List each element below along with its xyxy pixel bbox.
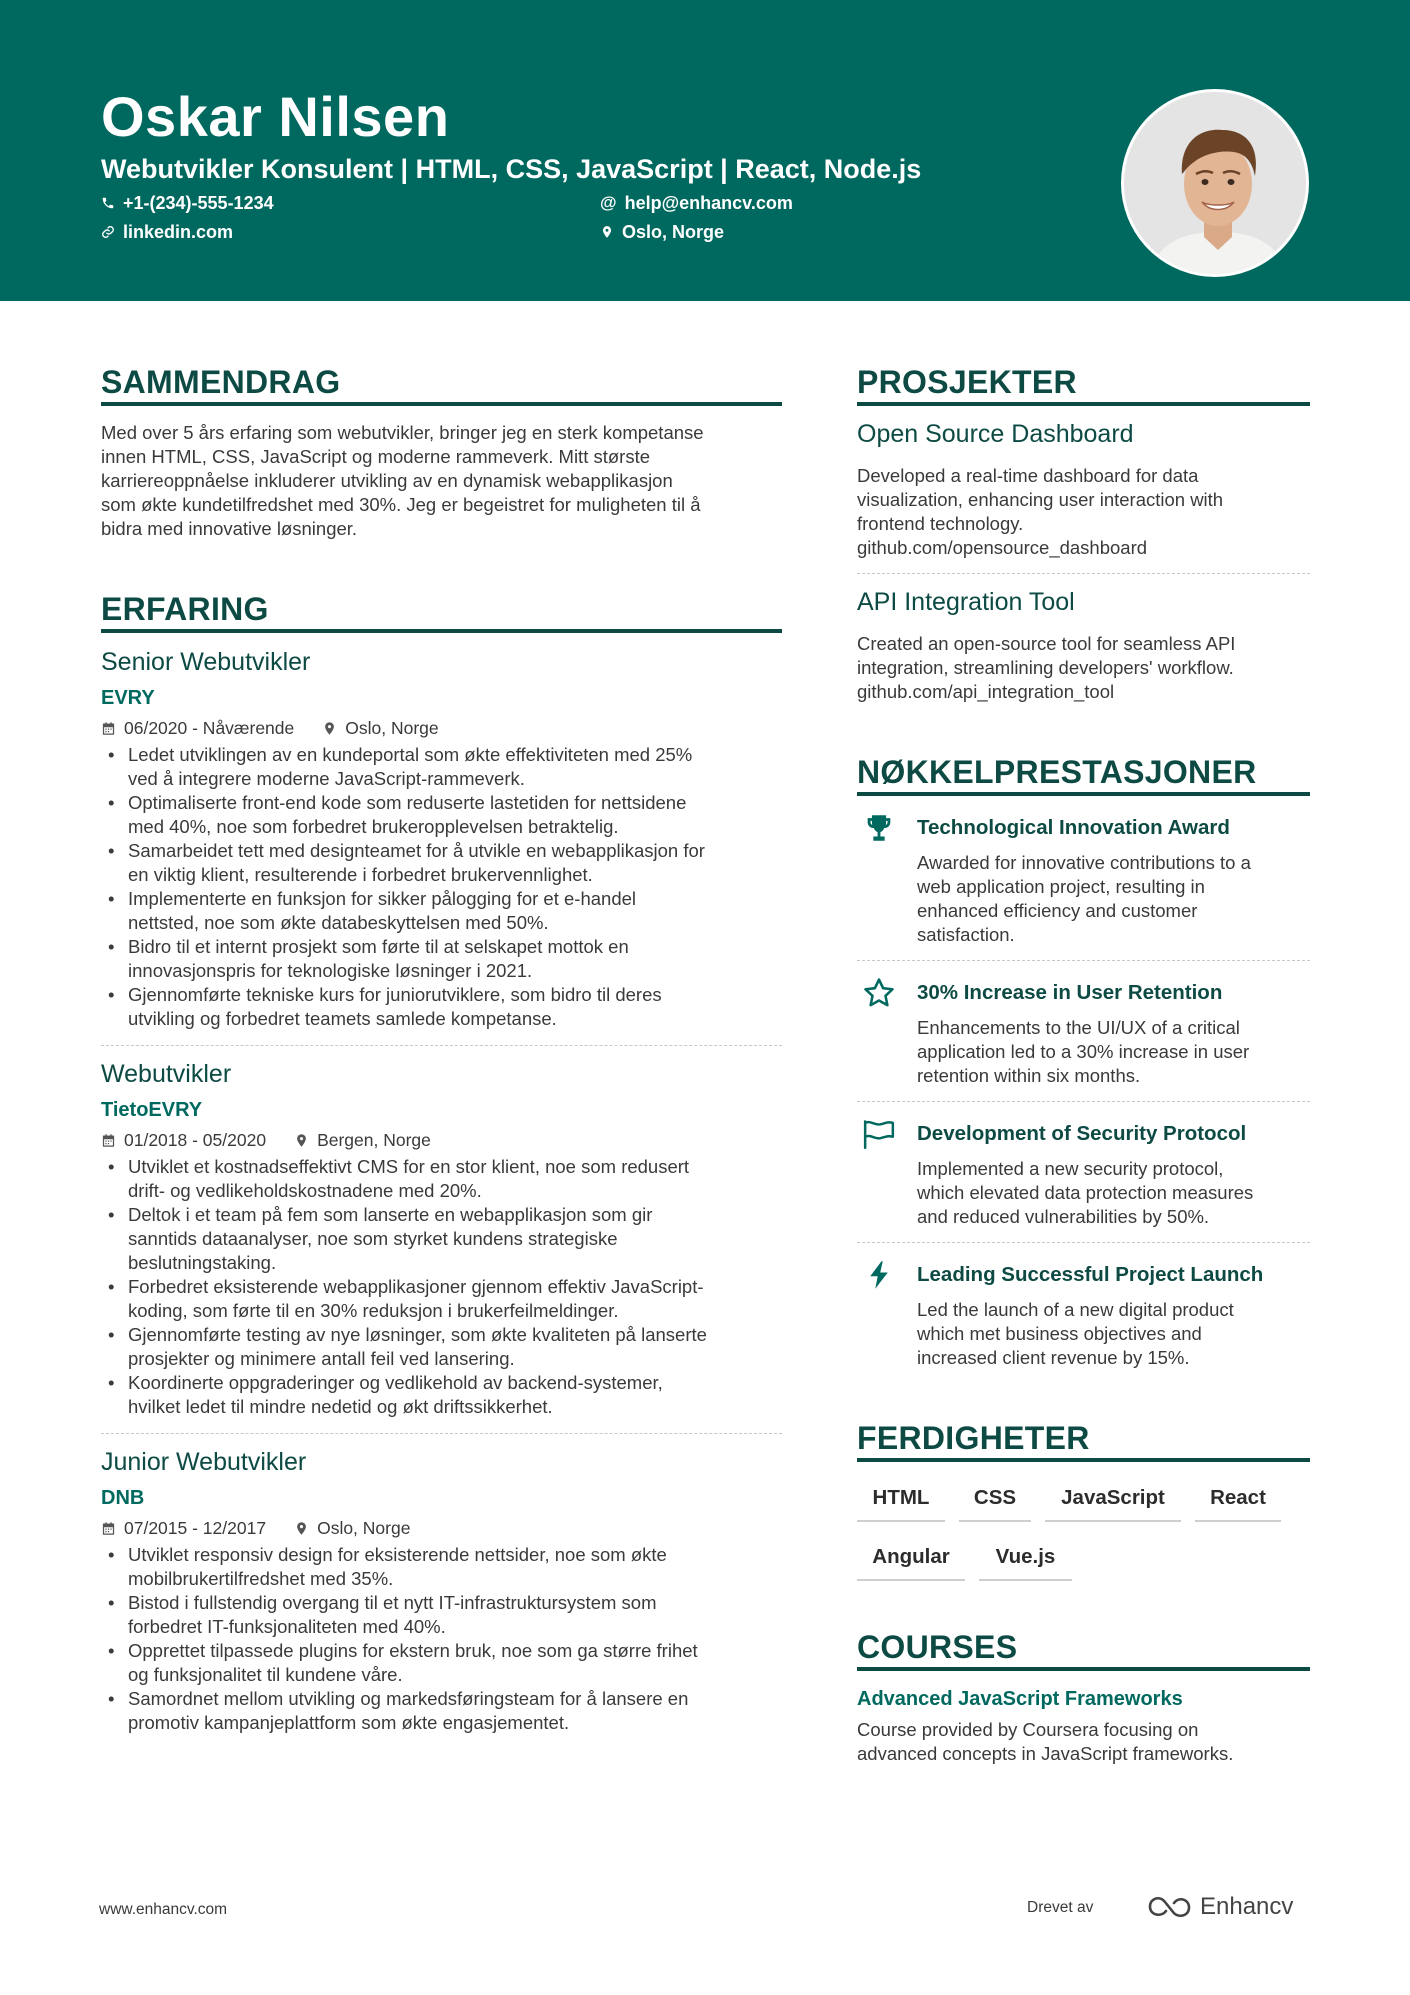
footer-brand-logo[interactable] xyxy=(1146,1893,1293,1921)
achievement-description: Awarded for innovative contributions to a web application project, resulting in enhanced efficiency and customer satisfaction. xyxy=(917,852,1251,945)
list-item: • Utviklet et kostnadseffektivt CMS for en stor klient, noe som redusert drift- og vedlikeholdskostnadene med 20%. xyxy=(101,1155,791,1203)
project-link[interactable]: github.com/api_integration_tool xyxy=(857,681,1115,702)
phone-icon xyxy=(101,196,115,210)
courses-heading: COURSES xyxy=(857,1629,1018,1665)
job-title: Webutvikler xyxy=(101,1060,232,1088)
list-item: • Implementerte en funksjon for sikker pålogging for et e-handel nettsted, noe som økte databeskyttelsen med 50%. xyxy=(101,887,791,935)
divider xyxy=(857,1242,1310,1243)
link-icon xyxy=(101,225,115,239)
profile-photo xyxy=(1121,89,1309,277)
job-bullets xyxy=(101,1543,791,1735)
divider xyxy=(101,1045,782,1046)
summary-line: innen HTML, CSS, JavaScript og moderne rammeverk. Mitt største xyxy=(101,446,651,467)
list-item: • Koordinerte oppgraderinger og vedlikehold av backend-systemer, hvilket ledet til mindre nedetid og økt driftssikkerhet. xyxy=(101,1371,791,1419)
list-item: • Ledet utviklingen av en kundeportal som økte effektiviteten med 25% ved å integrere moderne JavaScript-rammeverk. xyxy=(101,743,791,791)
avatar-portrait xyxy=(1124,92,1309,277)
divider xyxy=(101,1433,782,1434)
project-description: Developed a real-time dashboard for data visualization, enhancing user interaction with frontend technology. github.com/opensource_dashboard xyxy=(857,465,1224,558)
lightning-icon xyxy=(860,1256,898,1294)
summary-line: bidra med innovative løsninger. xyxy=(101,518,358,539)
calendar-icon xyxy=(101,721,116,736)
candidate-subtitle: Webutvikler Konsulent | HTML, CSS, JavaScript | React, Node.js xyxy=(101,154,922,184)
list-item: • Samarbeidet tett med designteamet for å utvikle en webapplikasjon for en viktig klient, resulterende i forbedret brukervennlighet. xyxy=(101,839,791,887)
list-item: • Deltok i et team på fem som lanserte en webapplikasjon som gir sanntids dataanalyser, noe som styrket kundens strategiske beslutningstaking. xyxy=(101,1203,791,1275)
summary-heading: SAMMENDRAG xyxy=(101,364,341,400)
map-pin-icon xyxy=(600,225,614,239)
job-meta xyxy=(101,1517,410,1539)
trophy-icon xyxy=(860,809,898,847)
summary-line: Med over 5 års erfaring som webutvikler, bringer jeg en sterk kompetanse xyxy=(101,422,704,443)
header xyxy=(0,0,1410,301)
summary-line: som økte kundetilfredshet med 30%. Jeg er begeistret for muligheten til å xyxy=(101,494,701,515)
summary-text xyxy=(101,421,704,541)
achievement-description: Implemented a new security protocol, which elevated data protection measures and reduced vulnerabilities by 50%. xyxy=(917,1158,1254,1227)
divider xyxy=(857,573,1310,574)
brand-name: Enhancv xyxy=(1200,1893,1294,1920)
location-text: Oslo, Norge xyxy=(622,222,725,242)
list-item: • Gjennomførte testing av nye løsninger, som økte kvaliteten på lanserte prosjekter og minimere antall feil ved lansering. xyxy=(101,1323,791,1371)
company-name: TietoEVRY xyxy=(101,1099,203,1121)
linkedin-contact[interactable] xyxy=(101,221,233,243)
calendar-icon xyxy=(101,1521,116,1536)
job-bullets xyxy=(101,1155,791,1419)
list-item: • Utviklet responsiv design for eksisterende nettsider, noe som økte mobilbrukertilfredshet med 35%. xyxy=(101,1543,791,1591)
flag-icon xyxy=(860,1115,898,1153)
job-dates: 01/2018 - 05/2020 xyxy=(124,1130,267,1150)
list-item: • Bidro til et internt prosjekt som førte til at selskapet mottok en innovasjonspris for teknologiske løsninger i 2021. xyxy=(101,935,791,983)
list-item: • Forbedret eksisterende webapplikasjoner gjennom effektiv JavaScript- koding, som førte til en 30% reduksjon i brukerfeilmeldinger. xyxy=(101,1275,791,1323)
divider xyxy=(857,960,1310,961)
skill-tag: HTML xyxy=(857,1484,945,1522)
skill-tag: CSS xyxy=(959,1484,1031,1522)
skill-tag: React xyxy=(1195,1484,1281,1522)
company-name: DNB xyxy=(101,1487,145,1509)
project-link[interactable]: github.com/opensource_dashboard xyxy=(857,537,1148,558)
linkedin-text: linkedin.com xyxy=(123,222,234,242)
project-description: Created an open-source tool for seamless API integration, streamlining developers' workflow. github.com/api_integration_tool xyxy=(857,633,1236,702)
job-location: Oslo, Norge xyxy=(317,1518,411,1538)
email-contact[interactable] xyxy=(600,192,793,214)
project-title: API Integration Tool xyxy=(857,588,1075,616)
achievement-description: Enhancements to the UI/UX of a critical application led to a 30% increase in user retention within six months. xyxy=(917,1017,1250,1086)
projects-heading: PROSJEKTER xyxy=(857,364,1077,400)
skills-rule xyxy=(857,1458,1310,1462)
location-contact xyxy=(600,221,724,243)
project-title: Open Source Dashboard xyxy=(857,420,1134,448)
list-item: • Samordnet mellom utvikling og markedsføringsteam for å lansere en promotiv kampanjeplattform som økte engasjementet. xyxy=(101,1687,791,1735)
summary-line: karriereoppnåelse inkluderer utvikling av en dynamisk webapplikasjon xyxy=(101,470,673,491)
achievement-title: Leading Successful Project Launch xyxy=(917,1263,1264,1286)
calendar-icon xyxy=(101,1133,116,1148)
skill-tag: Vue.js xyxy=(979,1543,1072,1581)
job-dates: 06/2020 - Nåværende xyxy=(124,718,295,738)
job-location: Oslo, Norge xyxy=(345,718,439,738)
achievements-rule xyxy=(857,792,1310,796)
map-pin-icon xyxy=(294,1521,309,1536)
enhancv-logo-icon xyxy=(1146,1895,1192,1919)
list-item: • Opprettet tilpassede plugins for ekstern bruk, noe som ga større frihet og funksjonalitet til kundene våre. xyxy=(101,1639,791,1687)
job-bullets xyxy=(101,743,791,1031)
summary-rule xyxy=(101,402,782,406)
job-meta xyxy=(101,717,439,739)
courses-rule xyxy=(857,1667,1310,1671)
skill-tag: JavaScript xyxy=(1045,1484,1181,1522)
divider xyxy=(857,1101,1310,1102)
map-pin-icon xyxy=(322,721,337,736)
achievements-heading: NØKKELPRESTASJONER xyxy=(857,754,1257,790)
email-text: help@enhancv.com xyxy=(624,193,793,213)
skills-heading: FERDIGHETER xyxy=(857,1420,1090,1456)
candidate-name: Oskar Nilsen xyxy=(101,85,450,148)
star-icon xyxy=(860,974,898,1012)
footer-website[interactable]: www.enhancv.com xyxy=(99,1901,228,1918)
job-title: Senior Webutvikler xyxy=(101,648,311,676)
job-title: Junior Webutvikler xyxy=(101,1448,307,1476)
job-meta xyxy=(101,1129,431,1151)
phone-text: +1-(234)-555-1234 xyxy=(123,193,274,213)
list-item: • Gjennomførte tekniske kurs for juniorutviklere, som bidro til deres utvikling og forbedret teamets samlede kompetanse. xyxy=(101,983,791,1031)
phone-contact[interactable] xyxy=(101,192,274,214)
footer-powered-by: Drevet av xyxy=(1027,1899,1094,1916)
achievement-title: Technological Innovation Award xyxy=(917,816,1230,839)
course-title: Advanced JavaScript Frameworks xyxy=(857,1688,1183,1710)
map-pin-icon xyxy=(294,1133,309,1148)
skill-tag: Angular xyxy=(857,1543,965,1581)
list-item: • Bistod i fullstendig overgang til et nytt IT-infrastruktursystem som forbedret IT-funksjonaliteten med 40%. xyxy=(101,1591,791,1639)
job-dates: 07/2015 - 12/2017 xyxy=(124,1518,267,1538)
experience-heading: ERFARING xyxy=(101,591,269,627)
experience-rule xyxy=(101,629,782,633)
at-icon: @ xyxy=(600,193,617,212)
projects-rule xyxy=(857,402,1310,406)
achievement-description: Led the launch of a new digital product which met business objectives and increased client revenue by 15%. xyxy=(917,1299,1234,1368)
job-location: Bergen, Norge xyxy=(317,1130,431,1150)
achievement-title: 30% Increase in User Retention xyxy=(917,981,1223,1004)
list-item: • Optimaliserte front-end kode som reduserte lastetiden for nettsidene med 40%, noe som forbedret brukeropplevelsen betraktelig. xyxy=(101,791,791,839)
company-name: EVRY xyxy=(101,687,155,709)
course-description: Course provided by Coursera focusing on advanced concepts in JavaScript frameworks. xyxy=(857,1719,1234,1764)
achievement-title: Development of Security Protocol xyxy=(917,1122,1247,1145)
